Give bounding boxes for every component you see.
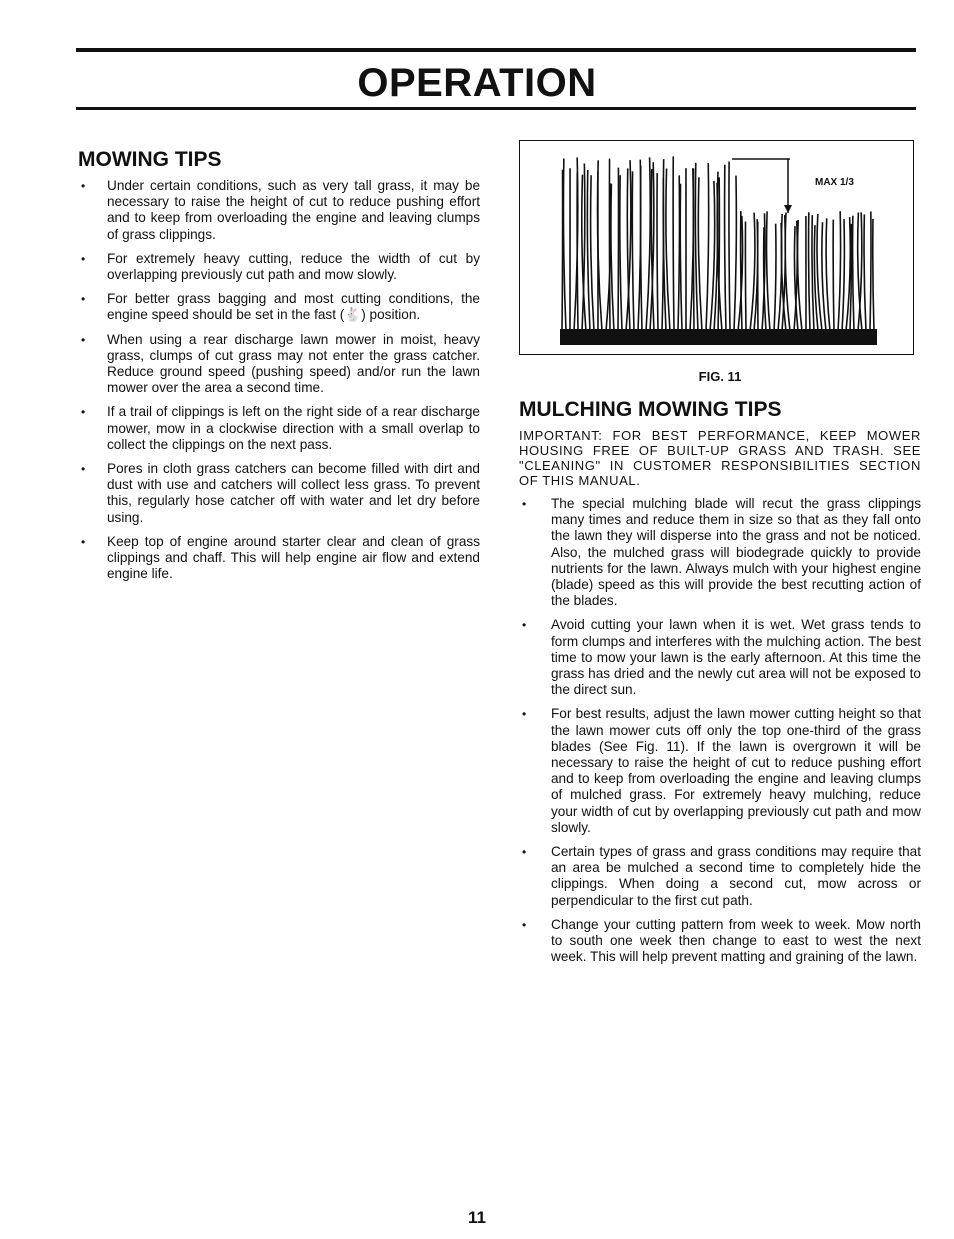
grass-blade	[870, 212, 871, 332]
figure-caption: FIG. 11	[698, 369, 742, 384]
grass-blade	[657, 173, 658, 331]
grass-blade	[846, 217, 850, 331]
mowing-tip: • Under certain conditions, such as very tall grass, it may be necessary to raise the height of cut to reduce pushing effort and to keep from overloading the engine and leaving clumps of grass clippings.	[78, 178, 480, 243]
grass-blade	[798, 220, 802, 331]
grass-blade	[678, 175, 679, 331]
grass-blade	[706, 163, 709, 331]
header-rule-bottom	[76, 107, 916, 110]
grass-blade	[842, 219, 844, 331]
mowing-tip: • Pores in cloth grass catchers can become filled with dirt and dust with use and catchers will collect less grass. To prevent this, regularly hose catcher off with water and let dry before using.	[78, 461, 480, 526]
grass-blade	[853, 216, 854, 331]
grass-blade	[873, 219, 874, 331]
grass-blade	[838, 211, 841, 331]
grass-blade	[698, 177, 702, 331]
mowing-tip: • For extremely heavy cutting, reduce the width of cut by overlapping previously cut path and mow slowly.	[78, 251, 480, 283]
important-notice: IMPORTANT: FOR BEST PERFORMANCE, KEEP MOWER HOUSING FREE OF BUILT-UP GRASS AND TRASH. SEE "CLEANING" IN CUSTOMER RESPONSIBILITIES SECTION OF THIS MANUAL.	[519, 428, 921, 488]
grass-blade	[666, 169, 670, 332]
mowing-tips-heading: MOWING TIPS	[78, 148, 222, 171]
mulching-tip: • Avoid cutting your lawn when it is wet. Wet grass tends to form clumps and interferes with the mulching action. The best time to mow your lawn is the early afternoon. At this time the grass has dried and the newly cut area will not be exposed to the direct sun.	[519, 617, 921, 698]
grass-blade	[695, 163, 698, 331]
grass-blade	[750, 213, 755, 331]
grass-blade	[710, 181, 715, 331]
mowing-tip: • Keep top of engine around starter clear and clean of grass clippings and chaff. This will help engine air flow and extend engine life.	[78, 534, 480, 583]
grass-blade	[577, 173, 578, 331]
grass-blade	[693, 169, 694, 332]
page-number: 11	[468, 1208, 486, 1227]
grass-blade	[587, 170, 590, 331]
mowing-tip: • When using a rear discharge lawn mower in moist, heavy grass, clumps of cut grass may not enter the grass catcher. Reduce ground speed (pushing speed) and/or run the lawn mower over the area a second time.	[78, 332, 480, 397]
grass-blade	[591, 175, 594, 331]
mowing-tips-list	[78, 178, 480, 582]
mulching-tip: • The special mulching blade will recut the grass clippings many times and reduce them in size so that as they fall onto the lawn they will disperse into the grass and not be noticed. Also, the mulched grass will biodegrade quickly to provide nutrients for the lawn. Always mulch with your highest engine (blade) speed as this will provide the best recutting action of the blades.	[519, 496, 921, 609]
grass-blade	[609, 159, 610, 331]
grass-blade	[864, 214, 866, 331]
grass-blade	[826, 218, 830, 331]
mulching-tips-column	[519, 140, 921, 973]
grass-blade	[745, 222, 746, 332]
max-third-label: MAX 1/3	[815, 177, 854, 188]
mulching-tip: • Change your cutting pattern from week to week. Mow north to south one week then change to east to west the next week. This will help prevent matting and graining of the lawn.	[519, 917, 921, 966]
mulching-tip: • For best results, adjust the lawn mower cutting height so that the lawn mower cuts off only the top one-third of the grass blades (See Fig. 11). If the lawn is overgrown it will be necessary to raise the height of cut to reduce pushing effort and to keep from overloading the engine and leaving clumps of mulched grass. For extremely heavy mulching, reduce your width of cut by overlapping previously cut path and mow slowly.	[519, 706, 921, 836]
grass-blade	[611, 184, 614, 331]
grass-blade	[809, 212, 810, 331]
grass-figure	[519, 140, 914, 355]
header-rule-top	[76, 48, 916, 52]
max-height-arrow-icon	[784, 205, 792, 213]
mulching-tips-list	[519, 496, 921, 965]
grass-blade	[673, 156, 674, 331]
mowing-tip: • For better grass bagging and most cutting conditions, the engine speed should be set in the fast (🐇) position.	[78, 291, 480, 323]
grass-blade	[618, 168, 619, 331]
grass-blade	[632, 171, 634, 331]
mowing-tip: • If a trail of clippings is left on the right side of a rear discharge mower, mow in a clockwise direction with a small overlap to collect the clippings on the next pass.	[78, 404, 480, 453]
grass-blade	[563, 159, 566, 332]
page-title: OPERATION	[357, 61, 597, 105]
grass-blade	[646, 157, 650, 331]
grass-blade	[620, 175, 622, 331]
grass-blade	[812, 215, 814, 331]
grass-blade	[729, 162, 730, 332]
grass-blade	[725, 165, 726, 331]
grass-blade	[734, 176, 736, 331]
grass-illustration	[520, 141, 915, 356]
grass-blade	[785, 213, 790, 332]
mulching-tips-heading: MULCHING MOWING TIPS	[519, 398, 782, 421]
grass-blade	[767, 211, 770, 331]
grass-blade	[833, 220, 834, 331]
grass-blade	[817, 214, 822, 331]
grass-blade	[641, 166, 642, 331]
grass-blade	[562, 170, 563, 331]
mulching-tip: • Certain types of grass and grass conditions may require that an area be mulched a second time to completely hide the clippings. When doing a second cut, mow across or perpendicular to the first cut path.	[519, 844, 921, 909]
grass-ground	[560, 329, 877, 345]
grass-blade	[774, 224, 776, 331]
mowing-tips-column	[78, 148, 480, 590]
grass-blade	[680, 184, 682, 331]
